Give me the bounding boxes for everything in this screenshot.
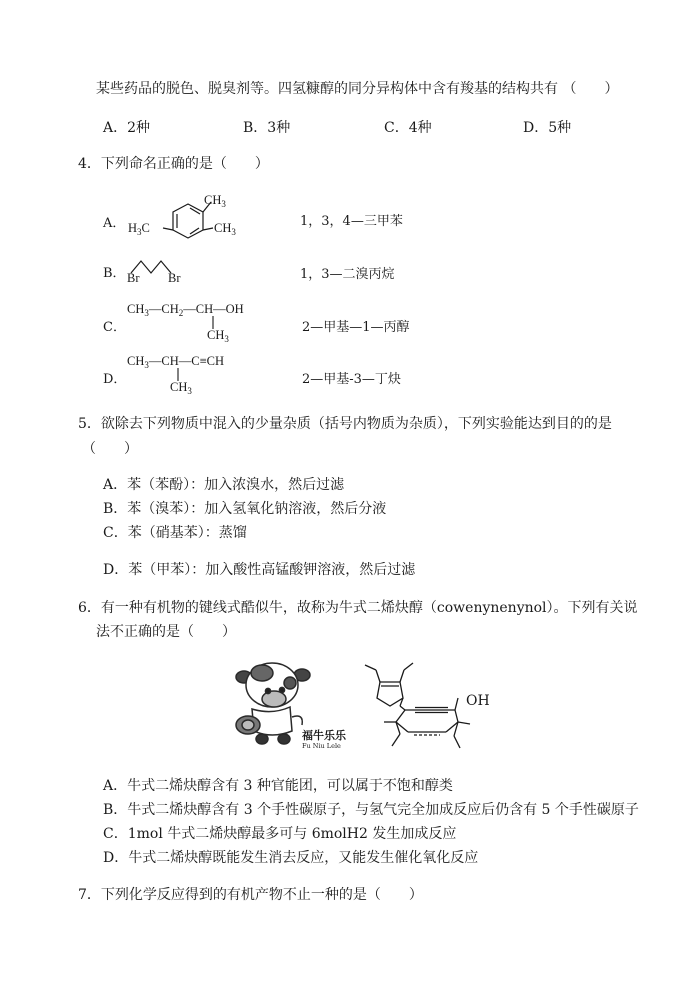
q4c-branch-ch3: $CH_3$	[207, 328, 229, 344]
mascot-caption: 福牛乐乐	[302, 729, 346, 742]
q4-option-c-name: 2—甲基—1—丙醇	[302, 320, 410, 335]
q6-option-a: A．牛式二烯炔醇含有 3 种官能团，可以属于不饱和醇类	[103, 778, 453, 794]
q5-option-c: C．苯（硝基苯）：蒸馏	[103, 525, 247, 541]
q3-option-b: B．3种	[243, 120, 291, 136]
q6-option-d: D．牛式二烯炔醇既能发生消去反应，又能发生催化氧化反应	[103, 850, 479, 866]
q4-option-b-name: 1，3—二溴丙烷	[300, 267, 395, 282]
q5-option-b: B．苯（溴苯）：加入氢氧化钠溶液，然后分液	[103, 501, 387, 517]
q3-option-c: C．4种	[384, 120, 432, 136]
q4b-label-br-left: Br	[127, 271, 140, 285]
q5-stem-line2: （ ）	[82, 441, 138, 457]
q4a-label-ch3-right: $CH_3$	[214, 221, 236, 237]
q3-option-d: D．5种	[523, 120, 572, 136]
cow-oh-label: OH	[466, 693, 490, 709]
q4d-branch-ch3: $CH_3$	[170, 380, 192, 396]
q4b-label-br-right: Br	[168, 271, 181, 285]
q4-option-d-name: 2—甲基-3—丁炔	[302, 372, 401, 387]
q4-option-b-letter: B．	[103, 266, 126, 281]
trimethylbenzene-structure	[120, 188, 250, 248]
q4-option-c-letter: C．	[103, 320, 126, 335]
q7-stem: 7．下列化学反应得到的有机产物不止一种的是（ ）	[78, 887, 423, 903]
q4d-formula: $CH_3—CH—C\equiv CH$	[127, 354, 224, 370]
q4-option-a-name: 1，3，4—三甲苯	[300, 214, 403, 229]
q6-stem-line2: 法不正确的是（ ）	[96, 624, 236, 640]
q6-option-c: C．1mol 牛式二烯炔醇最多可与 6molH2 发生加成反应	[103, 826, 457, 842]
q5-option-d: D．苯（甲苯）：加入酸性高锰酸钾溶液，然后过滤	[103, 562, 416, 578]
q6-stem-line1: 6．有一种有机物的键线式酷似牛，故称为牛式二烯炔醇（cowenynenynol）。下列有关说	[78, 600, 638, 616]
q4a-label-ch3-top: $CH_3$	[204, 193, 226, 209]
q4a-label-h3c: $H_3C$	[128, 221, 150, 237]
q4-option-a-letter: A．	[103, 216, 126, 231]
q5-stem-line1: 5．欲除去下列物质中混入的少量杂质（括号内物质为杂质），下列实验能达到目的的是	[78, 416, 612, 432]
q5-option-a: A．苯（苯酚）：加入浓溴水，然后过滤	[103, 477, 345, 493]
q3-option-a: A．2种	[103, 120, 151, 136]
q6-option-b: B．牛式二烯炔醇含有 3 个手性碳原子，与氢气完全加成反应后仍含有 5 个手性碳原子	[103, 802, 639, 818]
q4-option-d-letter: D．	[103, 372, 127, 387]
q4-stem: 4．下列命名正确的是（ ）	[78, 156, 269, 172]
q4c-formula: $CH_3—CH_2—CH—OH$	[127, 302, 244, 318]
mascot-subcaption: Fu Niu Lele	[302, 742, 341, 750]
q3-stem-tail: 某些药品的脱色、脱臭剂等。四氢糠醇的同分异构体中含有羧基的结构共有 （ ）	[96, 81, 619, 97]
cowenynenynol-structure	[360, 650, 470, 760]
